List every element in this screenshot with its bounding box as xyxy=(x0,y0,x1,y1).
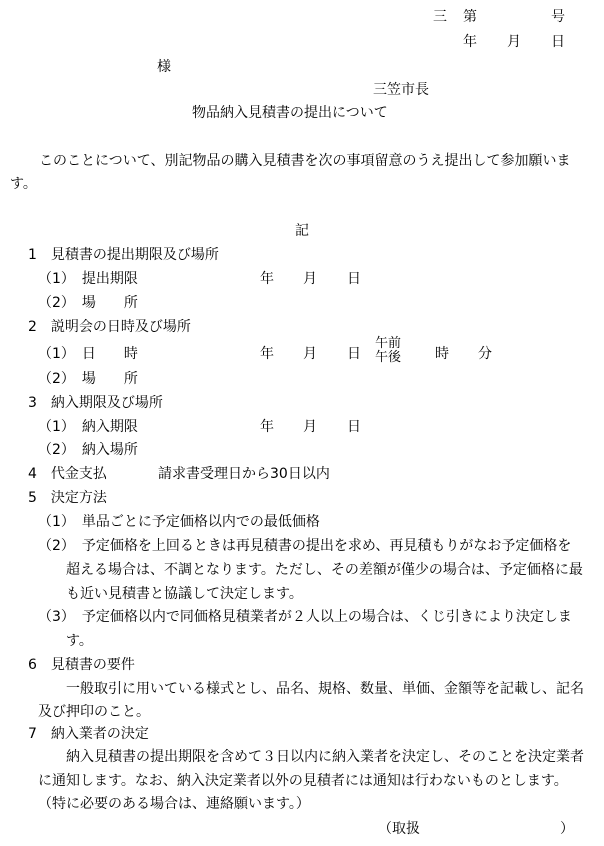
intro-line-2: す。 xyxy=(10,176,37,192)
section-6-line-2: 及び押印のこと。 xyxy=(38,704,150,720)
section-3-item-1-label: （1） 納入期限 xyxy=(38,419,138,435)
section-2-ampm-pm: 午後 xyxy=(375,350,402,365)
ki-marker: 記 xyxy=(295,223,309,239)
section-2-item-1-minute: 分 xyxy=(478,346,492,362)
addressee-sama: 様 xyxy=(157,59,171,75)
date-day: 日 xyxy=(551,34,565,50)
section-3-item-2-label: （2） 納入場所 xyxy=(38,442,138,458)
section-1-item-1-year: 年 xyxy=(260,271,274,287)
section-4-heading: 4 代金支払 xyxy=(28,466,107,482)
section-2-item-1-day: 日 xyxy=(347,346,361,362)
section-5-item-2-line-2: 超える場合は、不調となります。ただし、その差額が僅少の場合は、予定価格に最 xyxy=(66,562,583,578)
section-2-item-2-label: （2） 場 所 xyxy=(38,371,138,387)
sender-name: 三笠市長 xyxy=(373,82,429,98)
section-5-item-2-line-3: も近い見積書と協議して決定します。 xyxy=(66,586,303,602)
section-2-ampm-am: 午前 xyxy=(375,336,402,351)
section-2-item-1-year: 年 xyxy=(260,346,274,362)
section-5-item-2-line-1: （2） 予定価格を上回るときは再見積書の提出を求め、再見積もりがなお予定価格を xyxy=(38,538,572,554)
section-1-item-1-month: 月 xyxy=(303,271,317,287)
section-7-heading: 7 納入業者の決定 xyxy=(28,726,149,742)
section-5-item-3-line-1: （3） 予定価格以内で同価格見積業者が２人以上の場合は、くじ引きにより決定しま xyxy=(38,609,572,625)
doc-number-prefix: 三 xyxy=(433,9,447,25)
intro-line-1: このことについて、別記物品の購入見積書を次の事項留意のうえ提出して参加願いま xyxy=(39,153,571,169)
section-2-item-1-label: （1） 日 時 xyxy=(38,346,138,362)
section-1-item-2-label: （2） 場 所 xyxy=(38,295,138,311)
section-7-line-1: 納入見積書の提出期限を含めて３日以内に納入業者を決定し、そのことを決定業者 xyxy=(66,749,584,765)
section-3-item-1-day: 日 xyxy=(347,419,361,435)
section-3-item-1-year: 年 xyxy=(260,419,274,435)
section-2-item-1-hour: 時 xyxy=(435,346,449,362)
doc-number-go: 号 xyxy=(551,9,565,25)
section-2-item-1-month: 月 xyxy=(303,346,317,362)
section-1-item-1-label: （1） 提出期限 xyxy=(38,271,138,287)
section-4-value: 請求書受理日から30日以内 xyxy=(158,466,330,482)
section-3-heading: 3 納入期限及び場所 xyxy=(28,395,163,411)
section-5-item-3-line-2: す。 xyxy=(66,633,93,649)
handler-close: ） xyxy=(560,821,574,837)
handler-label: （取扱 xyxy=(378,821,420,837)
section-7-line-2: に通知します。なお、納入決定業者以外の見積者には通知は行わないものとします。 xyxy=(38,773,568,789)
doc-number-dai: 第 xyxy=(463,9,477,25)
section-7-line-3: （特に必要のある場合は、連絡願います。） xyxy=(38,796,310,812)
section-1-item-1-day: 日 xyxy=(347,271,361,287)
date-year: 年 xyxy=(463,34,477,50)
section-3-item-1-month: 月 xyxy=(303,419,317,435)
section-2-heading: 2 説明会の日時及び場所 xyxy=(28,319,191,335)
section-6-heading: 6 見積書の要件 xyxy=(28,657,135,673)
section-5-heading: 5 決定方法 xyxy=(28,490,107,506)
section-6-line-1: 一般取引に用いている様式とし、品名、規格、数量、単価、金額等を記載し、記名 xyxy=(66,681,584,697)
section-5-item-1: （1） 単品ごとに予定価格以内での最低価格 xyxy=(38,514,320,530)
section-1-heading: 1 見積書の提出期限及び場所 xyxy=(28,247,219,263)
date-month: 月 xyxy=(507,34,521,50)
document-title: 物品納入見積書の提出について xyxy=(192,105,388,121)
